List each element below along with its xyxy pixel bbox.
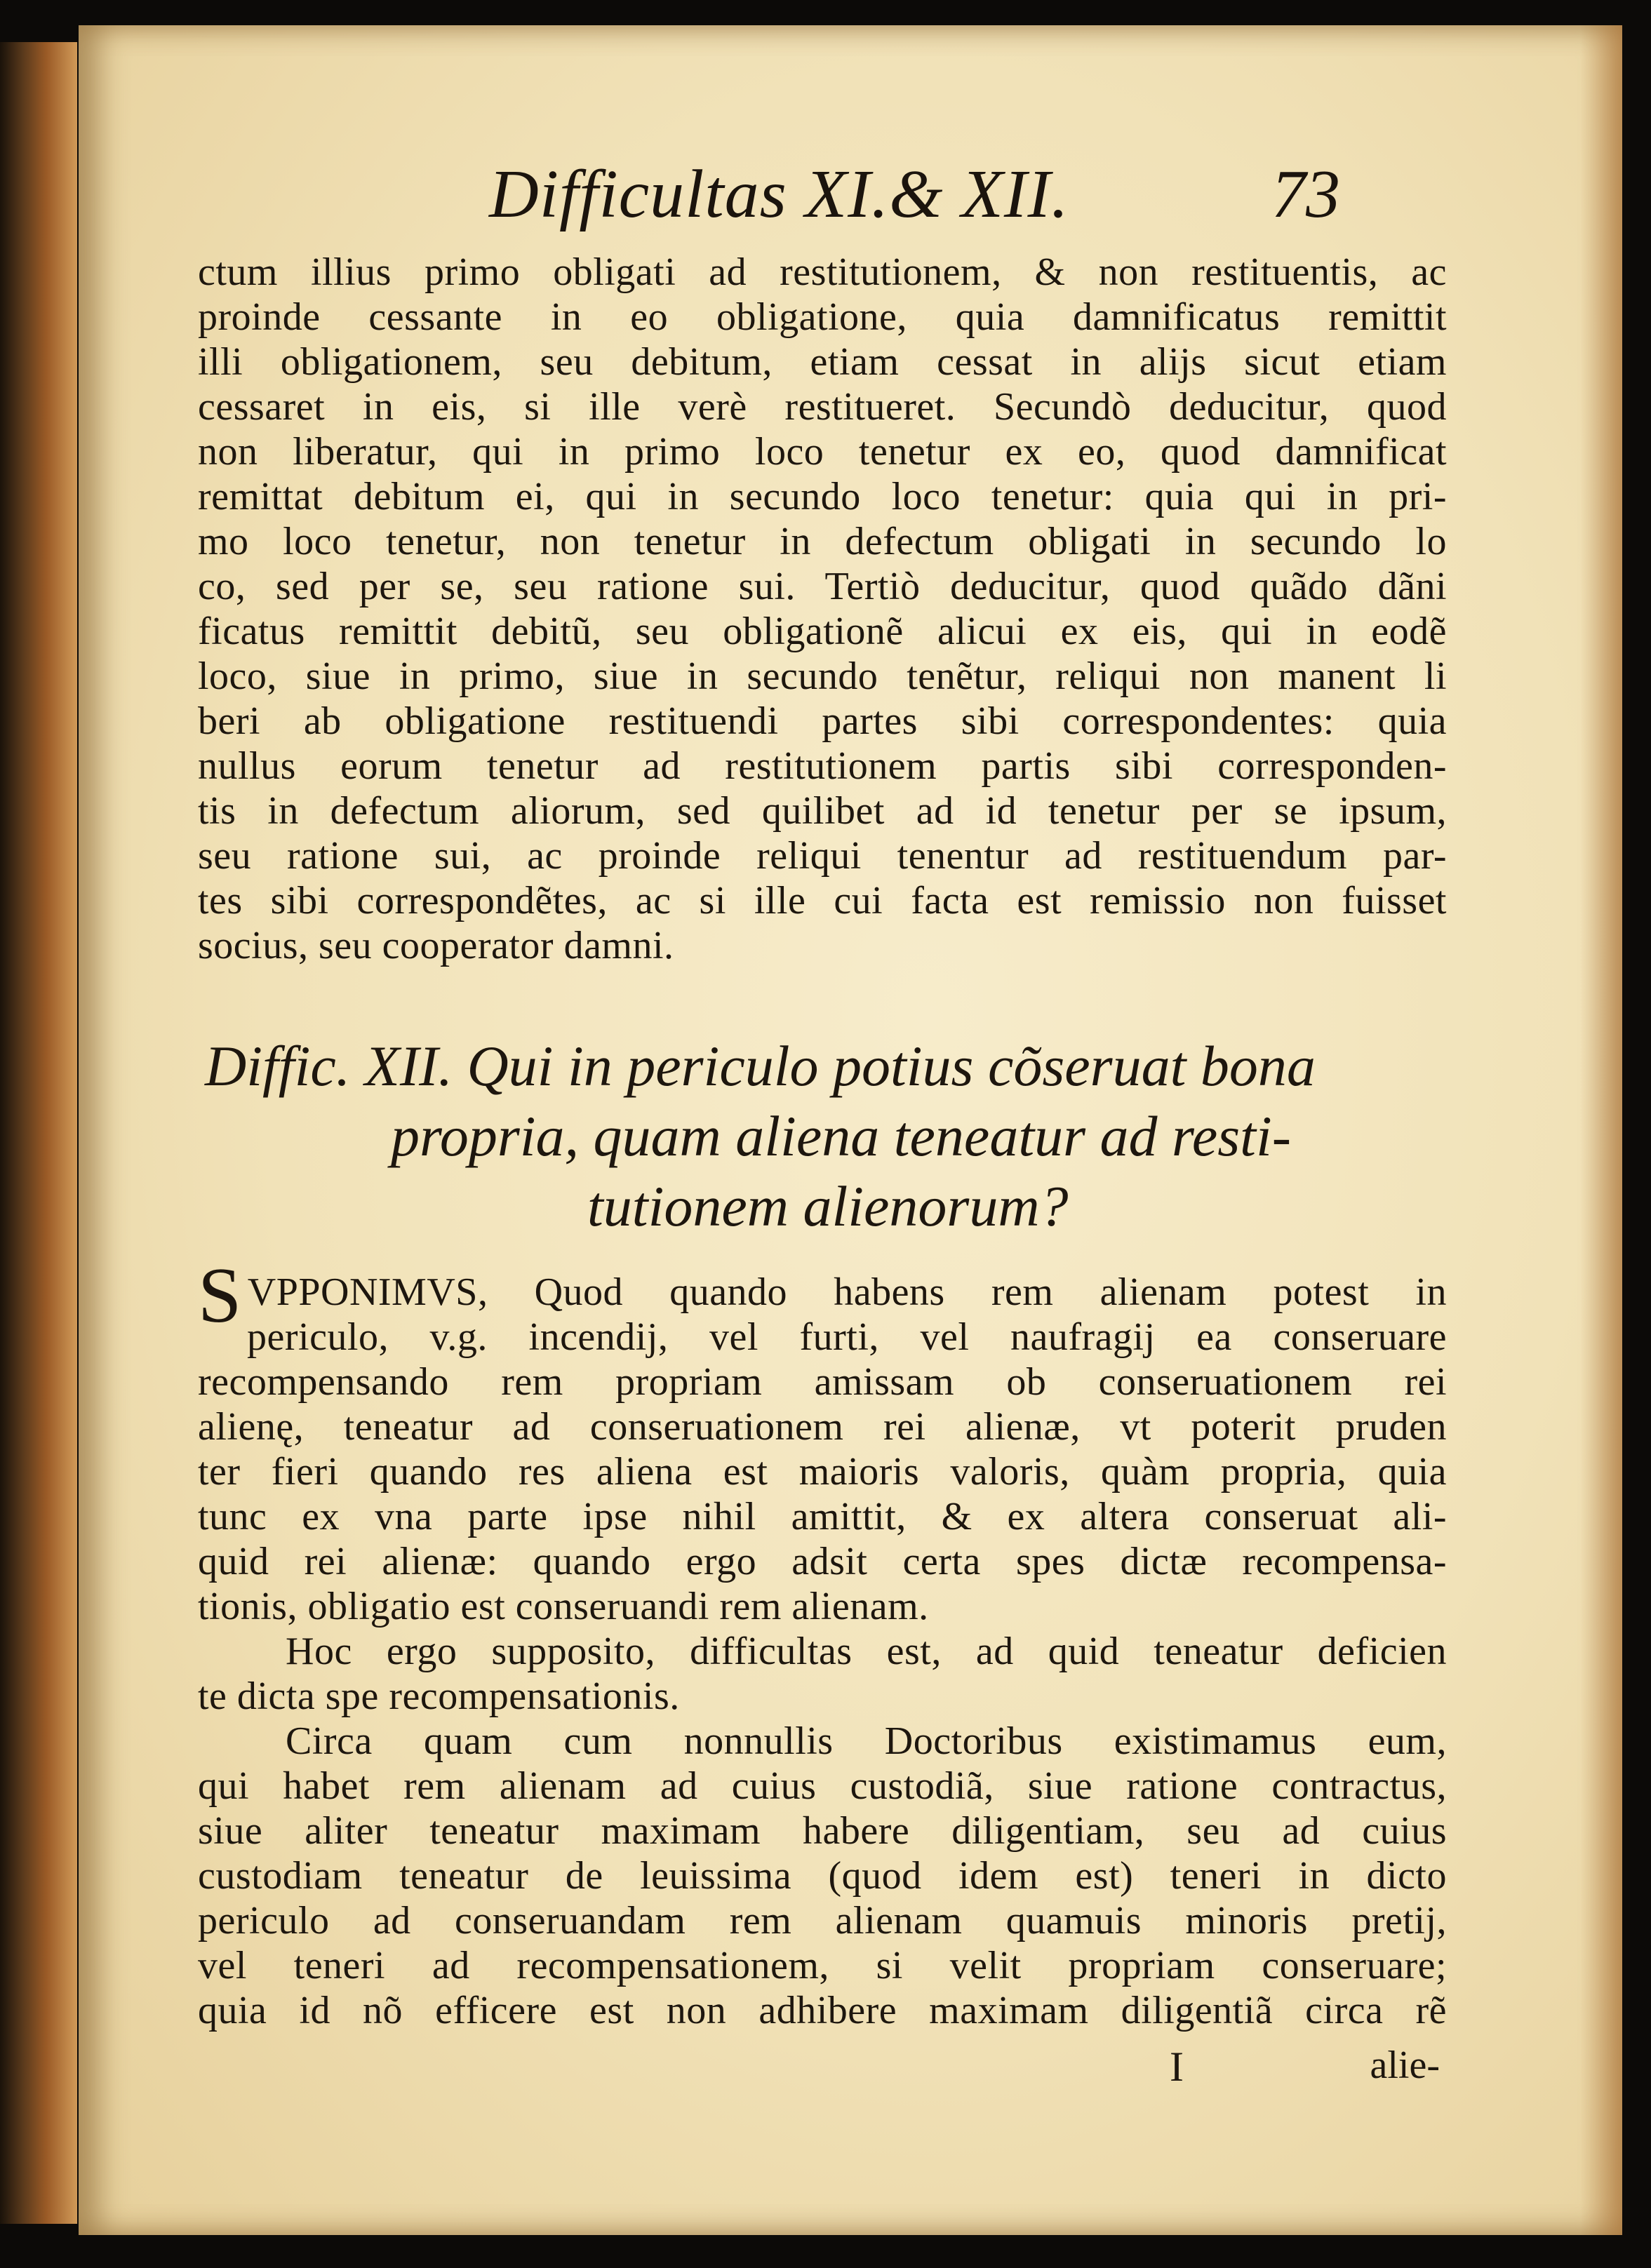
page-right-shadow [1580, 25, 1622, 2235]
text-line: ficatus remittit debitũ, seu obligationẽ alicui ex eis, qui in eodẽ [198, 610, 1447, 653]
text-line: ter fieri quando res aliena est maioris valoris, quàm propria, quia [198, 1450, 1447, 1494]
text-line: qui habet rem alienam ad cuius custodiã, siue ratione contractus, [198, 1764, 1447, 1808]
text-line: periculo, v.g. incendij, vel furti, vel naufragij ea conseruare [247, 1315, 1447, 1359]
text-line-content: VPPONIMVS, Quod quando habens rem alienam potest in [247, 1270, 1447, 1314]
text-block [198, 250, 1447, 2099]
section-heading [198, 1031, 1447, 1242]
paragraph-circa-quam [198, 1719, 1447, 2033]
text-line: vel teneri ad recompensationem, si velit propriam conseruare; [198, 1944, 1447, 1987]
text-line: te dicta spe recompensationis. [198, 1675, 680, 1718]
text-line: illi obligationem, seu debitum, etiam cessat in alijs sicut etiam [198, 340, 1447, 384]
text-line: tes sibi correspondẽtes, ac si ille cui facta est remissio non fuisset [198, 879, 1447, 922]
text-line: recompensando rem propriam amissam ob conseruationem rei [198, 1360, 1447, 1404]
running-title: Difficultas XI.& XII. [489, 156, 1069, 232]
text-line: proinde cessante in eo obligatione, quia damnificatus remittit [198, 295, 1447, 339]
drop-cap: S [198, 1252, 242, 1339]
page-footer [198, 2043, 1447, 2099]
page-number: 73 [1271, 156, 1340, 232]
book-left-edge [0, 42, 77, 2224]
text-line: quid rei alienæ: quando ergo adsit certa spes dictæ recompensa- [198, 1540, 1447, 1583]
text-line: quia id nõ efficere est non adhibere maximam diligentiã circa rẽ [198, 1989, 1447, 2032]
text-line: custodiam teneatur de leuissima (quod idem est) teneri in dicto [198, 1854, 1447, 1898]
paragraph-continuation [198, 250, 1447, 968]
heading-line: propria, quam aliena teneatur ad resti- [391, 1104, 1292, 1168]
text-line: tis in defectum aliorum, sed quilibet ad id tenetur per se ipsum, [198, 789, 1447, 833]
text-line: tionis, obligatio est conseruandi rem alienam. [198, 1585, 929, 1628]
text-line: seu ratione sui, ac proinde reliqui tenentur ad restituendum par- [198, 834, 1447, 878]
text-line: loco, siue in primo, siue in secundo tenẽtur, reliqui non manent li [198, 655, 1447, 698]
text-line: mo loco tenetur, non tenetur in defectum obligati in secundo lo [198, 520, 1447, 563]
text-line: remittat debitum ei, qui in secundo loco tenetur: quia qui in pri- [198, 475, 1447, 518]
paragraph-supponimus [198, 1252, 1447, 1629]
text-line: cessaret in eis, si ille verè restitueret. Secundò deducitur, quod [198, 385, 1447, 429]
text-line: beri ab obligatione restituendi partes sibi correspondentes: quia [198, 699, 1447, 743]
paragraph-hoc-ergo [198, 1629, 1447, 1719]
book-page [79, 25, 1622, 2235]
text-line: nullus eorum tenetur ad restitutionem partis sibi corresponden- [198, 744, 1447, 788]
heading-line: tutionem alienorum? [587, 1174, 1069, 1238]
signature-mark: I [1170, 2044, 1184, 2090]
catchword: alie- [1370, 2044, 1440, 2087]
text-line: non liberatur, qui in primo loco tenetur ex eo, quod damnificat [198, 430, 1447, 474]
text-line: Hoc ergo supposito, difficultas est, ad quid teneatur deficien [286, 1630, 1447, 1673]
heading-line: Diffic. XII. Qui in periculo potius cõseruat bona [205, 1034, 1316, 1098]
text-line: siue aliter teneatur maximam habere diligentiam, seu ad cuius [198, 1809, 1447, 1853]
text-line: co, sed per se, seu ratione sui. Tertiò deducitur, quod quãdo dãni [198, 565, 1447, 608]
text-line: alienę, teneatur ad conseruationem rei alienæ, vt poterit pruden [198, 1405, 1447, 1449]
text-line: tunc ex vna parte ipse nihil amittit, & ex altera conseruat ali- [198, 1495, 1447, 1538]
page-header [79, 148, 1622, 253]
text-line: socius, seu cooperator damni. [198, 924, 674, 967]
text-line: ctum illius primo obligati ad restitutionem, & non restituentis, ac [198, 250, 1447, 294]
text-line: Circa quam cum nonnullis Doctoribus existimamus eum, [286, 1719, 1447, 1763]
text-line: periculo ad conseruandam rem alienam quamuis minoris pretij, [198, 1899, 1447, 1942]
